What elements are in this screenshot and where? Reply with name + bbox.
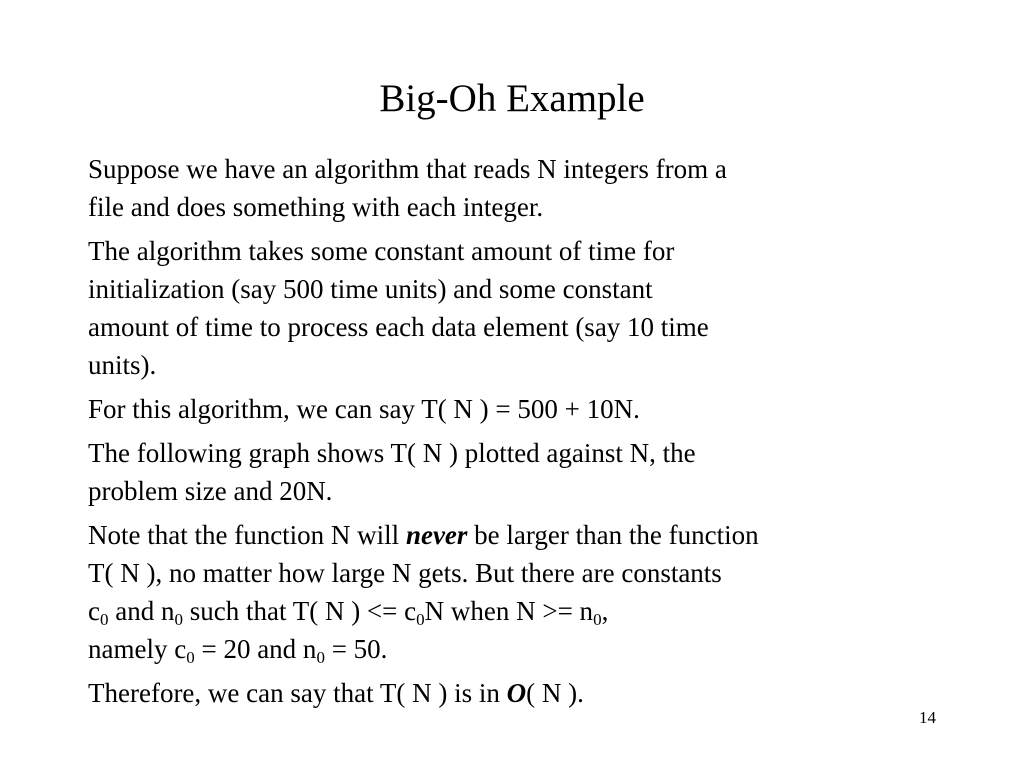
slide-body xyxy=(88,150,968,718)
text-run: Note that the function N will xyxy=(88,520,406,550)
text-run: = 20 and n xyxy=(194,634,317,664)
subscript: 0 xyxy=(416,610,425,629)
paragraph-formula xyxy=(88,390,968,428)
text-line: The algorithm takes some constant amount of time for xyxy=(88,236,675,266)
paragraph-time-costs xyxy=(88,232,968,384)
text-run: c xyxy=(88,596,100,626)
text-line: problem size and 20N. xyxy=(88,476,333,506)
text-run: such that T( N ) <= c xyxy=(182,596,417,626)
big-o-symbol: O xyxy=(506,678,527,708)
slide-title: Big-Oh Example xyxy=(379,77,645,120)
paragraph-algorithm-intro xyxy=(88,150,968,226)
page-number: 14 xyxy=(919,708,936,727)
text-line xyxy=(88,592,968,630)
subscript: 0 xyxy=(186,648,195,667)
text-line: The following graph shows T( N ) plotted against N, the xyxy=(88,438,696,468)
paragraph-conclusion xyxy=(88,674,968,712)
text-line xyxy=(88,674,968,712)
text-run: , xyxy=(601,596,609,626)
subscript: 0 xyxy=(99,610,109,629)
text-line: T( N ), no matter how large N gets. But there are constants xyxy=(88,558,722,588)
text-line: initialization (say 500 time units) and some constant xyxy=(88,274,653,304)
text-line: units). xyxy=(88,350,157,380)
paragraph-constants xyxy=(88,516,968,668)
text-run: namely c xyxy=(88,634,187,664)
text-run: be larger than the function xyxy=(467,520,759,550)
text-run: and n xyxy=(108,596,175,626)
text-run: = 50. xyxy=(324,634,388,664)
subscript: 0 xyxy=(593,610,602,629)
text-line: For this algorithm, we can say T( N ) = 500 + 10N. xyxy=(88,394,640,424)
paragraph-graph-description xyxy=(88,434,968,510)
text-line: file and does something with each integer. xyxy=(88,192,544,222)
text-line: Suppose we have an algorithm that reads N integers from a xyxy=(88,154,727,184)
text-line: amount of time to process each data element (say 10 time xyxy=(88,312,709,342)
subscript: 0 xyxy=(316,648,325,667)
text-line xyxy=(88,630,968,668)
subscript: 0 xyxy=(174,610,183,629)
text-line xyxy=(88,516,968,554)
text-run: N when N >= n xyxy=(424,596,594,626)
text-run: ( N ). xyxy=(526,678,584,708)
text-run: Therefore, we can say that T( N ) is in xyxy=(88,678,507,708)
emphasis-never: never xyxy=(405,520,468,550)
